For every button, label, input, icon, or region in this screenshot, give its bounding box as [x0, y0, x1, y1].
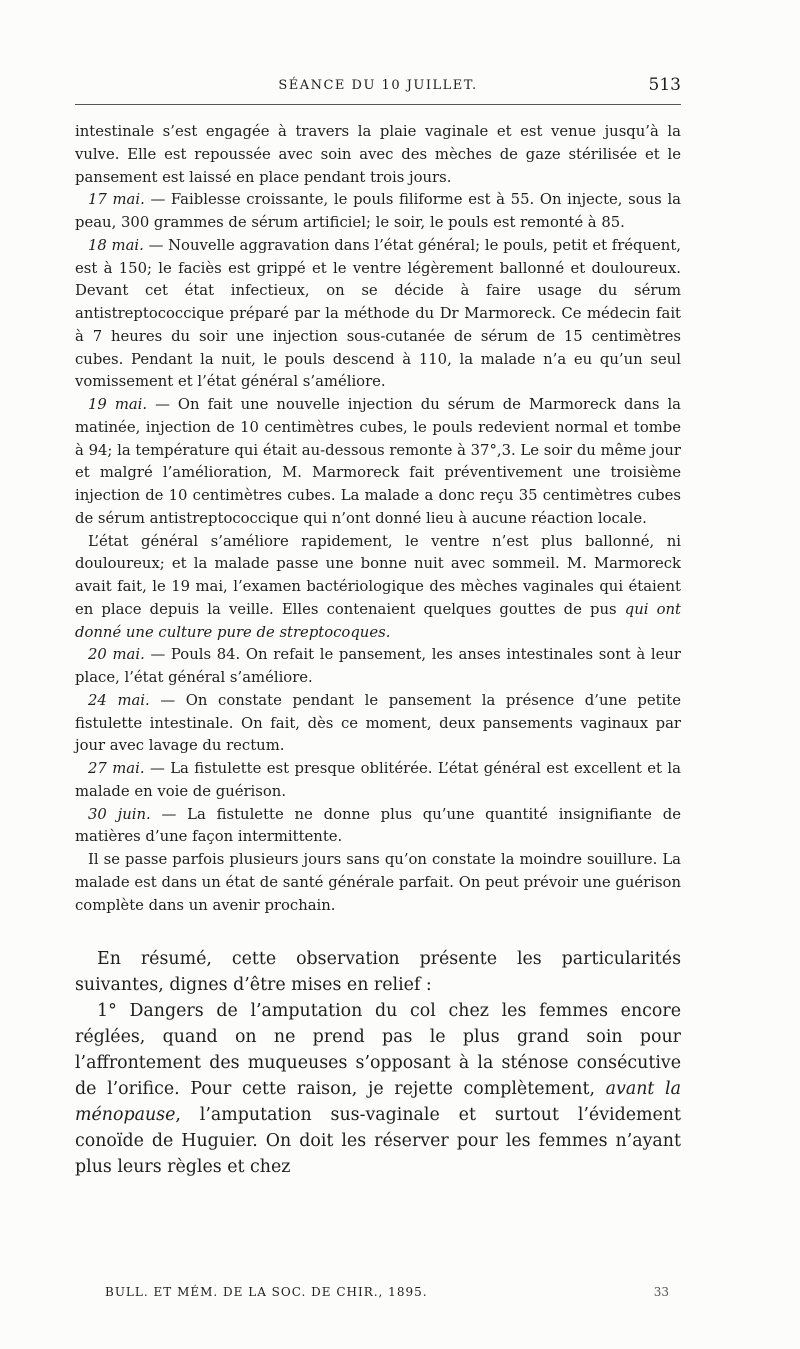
entry-date: 30 juin. [88, 805, 151, 823]
paragraph-text: — Pouls 84. On refait le pansement, les anses intestinales sont à leur place, l’état général s’améliore. [75, 646, 681, 686]
paragraph-text: — La fistulette est presque oblitérée. L’état général est excellent et la malade en voie de guérison. [75, 760, 681, 800]
running-head: SÉANCE DU 10 JUILLET. [278, 78, 478, 93]
paragraph [75, 121, 681, 189]
footer-citation: BULL. ET MÉM. DE LA SOC. DE CHIR., 1895. [105, 1285, 428, 1299]
entry-date: 24 mai. [88, 691, 150, 709]
paragraph-text: , l’amputation sus-vaginale et surtout l’évidement conoïde de Huguier. On doit les réserver pour les femmes n’ayant plus leurs règles et chez [75, 1105, 681, 1178]
body-text [75, 121, 681, 1180]
paragraph-text: intestinale s’est engagée à travers la plaie vaginale et est venue jusqu’à la vulve. Elle est repoussée avec soin avec des mèches de gaze stérilisée et le pansement est laissé en place pendant trois jours. [75, 123, 681, 186]
paragraph [75, 690, 681, 758]
page-footer [75, 1285, 681, 1307]
signature-mark: 33 [653, 1285, 669, 1299]
page-header [75, 75, 681, 102]
paragraph [75, 644, 681, 690]
paragraph [75, 531, 681, 645]
paragraph-text: 1° Dangers de l’amputation du col chez les femmes encore réglées, quand on ne prend pas le plus grand soin pour l’affrontement des muqueuses s’opposant à la sténose consécutive de l’orifice. Pour cette raison, je rejette complètement, [75, 1001, 681, 1100]
paragraph [75, 946, 681, 998]
entry-date: 18 mai. [88, 236, 144, 254]
paragraph [75, 394, 681, 531]
entry-date: 17 mai. [88, 191, 145, 209]
paragraph-text: — Nouvelle aggravation dans l’état général; le pouls, petit et fréquent, est à 150; le faciès est grippé et le ventre légèrement ballonné et douloureux. Devant cet état infectieux, on se décide à faire usage du sérum antistreptococcique préparé par la méthode du Dr Marmoreck. Ce médecin fait à 7 heures du soir une injection sous-cutanée de sérum de 15 centimètres cubes. Pendant la nuit, le pouls descend à 110, la malade n’a eu qu’un seul vomissement et l’état général s’améliore. [75, 236, 681, 391]
summary [75, 946, 681, 1180]
header-rule [75, 104, 681, 105]
entry-date: 19 mai. [88, 396, 148, 413]
italic-text: qui ont donné une culture pure de streptocoques. [75, 600, 681, 641]
paragraph-text: En résumé, cette observation présente les particularités suivantes, dignes d’être mises en relief : [75, 949, 681, 996]
paragraph [75, 758, 681, 804]
paragraph [75, 804, 681, 850]
italic-text: avant la ménopause [75, 1079, 681, 1126]
paragraph [75, 235, 681, 394]
paragraph-text: — On fait une nouvelle injection du sérum de Marmoreck dans la matinée, injection de 10 centimètres cubes, le pouls redevient normal et tombe à 94; la température qui était au-dessous remonte à 37°,3. Le soir du même jour et malgré l’amélioration, M. Marmoreck fait préventivement une troisième injection de 10 centimètres cubes. La malade a donc reçu 35 centimètres cubes de sérum antistreptococcique qui n’ont donné lieu à aucune réaction locale. [75, 396, 681, 527]
case-notes [75, 121, 681, 917]
paragraph-text: — La fistulette ne donne plus qu’une quantité insignifiante de matières d’une façon intermittente. [75, 805, 681, 846]
paragraph [75, 849, 681, 917]
paragraph [75, 189, 681, 235]
paragraph-text: — On constate pendant le pansement la présence d’une petite fistulette intestinale. On fait, dès ce moment, deux pansements vaginaux par jour avec lavage du rectum. [75, 691, 681, 755]
entry-date: 20 mai. [88, 646, 145, 664]
entry-date: 27 mai. [88, 760, 145, 777]
page-number: 513 [648, 75, 681, 95]
paragraph [75, 998, 681, 1180]
paragraph-text: — Faiblesse croissante, le pouls filiforme est à 55. On injecte, sous la peau, 300 grammes de sérum artificiel; le soir, le pouls est remonté à 85. [75, 191, 681, 231]
paragraph-text: Il se passe parfois plusieurs jours sans qu’on constate la moindre souillure. La malade est dans un état de santé générale parfait. On peut prévoir une guérison complète dans un avenir prochain. [75, 851, 681, 914]
paragraph-text: L’état général s’améliore rapidement, le ventre n’est plus ballonné, ni douloureux; et la malade passe une bonne nuit avec sommeil. M. Marmoreck avait fait, le 19 mai, l’examen bactériologique des mèches vaginales qui étaient en place depuis la veille. Elles contenaient quelques gouttes de pus [75, 532, 681, 618]
